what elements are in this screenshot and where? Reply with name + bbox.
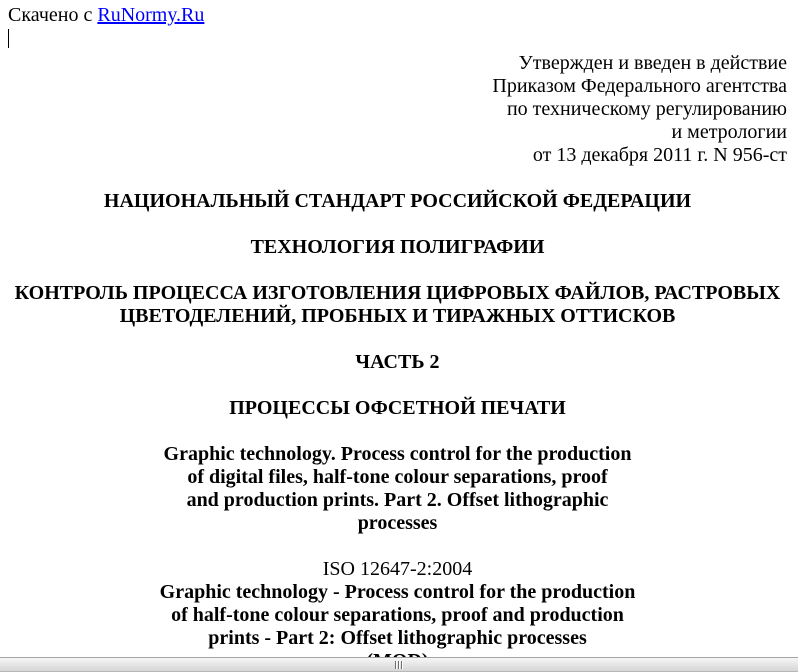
downloaded-from-label: Скачено с	[8, 4, 98, 26]
english-title-line: Graphic technology. Process control for the production	[163, 443, 632, 465]
english-title-line: and production prints. Part 2. Offset lithographic	[186, 489, 609, 511]
source-link[interactable]: RuNormy.Ru	[97, 4, 205, 26]
part-title-heading: ПРОЦЕССЫ ОФСЕТНОЙ ПЕЧАТИ	[229, 397, 566, 419]
iso-title-line: of half-tone colour separations, proof and production	[171, 604, 624, 626]
title-line: КОНТРОЛЬ ПРОЦЕССА ИЗГОТОВЛЕНИЯ ЦИФРОВЫХ ФАЙЛОВ, РАСТРОВЫХ	[14, 282, 781, 304]
document-body	[8, 4, 787, 672]
blank-line	[8, 535, 787, 558]
english-title-line: processes	[357, 512, 438, 534]
scrollbar-thumb[interactable]	[0, 657, 798, 672]
approval-line: Утвержден и введен в действие	[518, 52, 787, 74]
part-heading: ЧАСТЬ 2	[355, 351, 440, 373]
iso-title-line: prints - Part 2: Offset lithographic processes	[208, 627, 587, 649]
iso-reference: ISO 12647-2:2004	[322, 558, 473, 580]
approval-line: от 13 декабря 2011 г. N 956-ст	[532, 144, 787, 166]
blank-line	[8, 213, 787, 236]
horizontal-scrollbar[interactable]	[0, 657, 798, 672]
caret-line[interactable]	[8, 29, 787, 52]
text-cursor	[8, 29, 9, 48]
approval-line: Приказом Федерального агентства	[492, 75, 787, 97]
grip-lines-icon	[395, 661, 403, 669]
approval-line: и метрологии	[671, 121, 787, 143]
iso-title-line: Graphic technology - Process control for the production	[159, 581, 636, 603]
approval-line: по техническому регулированию	[506, 98, 787, 120]
blank-line	[8, 167, 787, 190]
subject-heading: ТЕХНОЛОГИЯ ПОЛИГРАФИИ	[250, 236, 545, 258]
source-line	[8, 4, 787, 27]
blank-line	[8, 259, 787, 282]
title-line: ЦВЕТОДЕЛЕНИЙ, ПРОБНЫХ И ТИРАЖНЫХ ОТТИСКОВ	[119, 305, 676, 327]
blank-line	[8, 328, 787, 351]
english-title-line: of digital files, half-tone colour separations, proof	[187, 466, 608, 488]
blank-line	[8, 420, 787, 443]
standard-type-heading: НАЦИОНАЛЬНЫЙ СТАНДАРТ РОССИЙСКОЙ ФЕДЕРАЦИИ	[103, 190, 692, 212]
blank-line	[8, 374, 787, 397]
